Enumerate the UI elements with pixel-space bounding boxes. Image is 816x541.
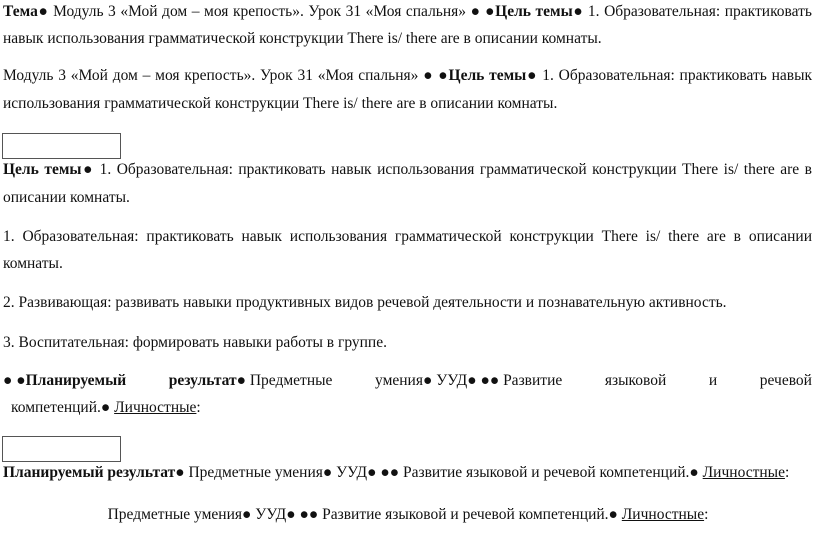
goal-label: Цель темы	[3, 161, 82, 178]
bullet-icon: ●	[438, 67, 449, 84]
planned-centered-line: Предметные умения● УУД● ●● Развитие языковой и речевой компетенций.● Личностные:	[107, 506, 709, 523]
double-bullet-icon: ●●	[380, 464, 400, 481]
topic-line-2: навык использования грамматической конструкции There is/ there are в описании комнаты.	[3, 30, 602, 47]
bullet-icon: ●	[236, 372, 246, 389]
bullet-icon: ●	[467, 372, 477, 389]
planned-label: Планируемый результат	[3, 464, 176, 481]
planned-line-2: компетенций.● Личностные:	[11, 399, 201, 416]
word-and: и	[708, 372, 718, 389]
double-bullet-icon: ●●	[480, 372, 500, 389]
bullet-icon: ●	[37, 3, 49, 20]
bullet-icon: ●	[322, 464, 333, 481]
empty-box	[2, 436, 121, 462]
bullet-icon: ●	[526, 67, 538, 84]
bullet-icon: ●	[175, 464, 185, 481]
bullet-icon: ●	[572, 3, 584, 20]
bullet-icon: ●	[466, 3, 481, 20]
topic-line-1	[3, 2, 812, 22]
double-bullet-icon: ●●	[299, 506, 319, 523]
goal-label: Цель темы	[495, 3, 573, 20]
bullet-icon: ●	[100, 399, 111, 416]
word-lang: языковой	[604, 372, 667, 389]
module-text: Модуль 3 «Мой дом – моя крепость». Урок 31 «Моя спальня»	[3, 67, 419, 84]
module-line-2: использования грамматической конструкции There is/ there are в описании комнаты.	[3, 95, 558, 112]
topic-label: Тема	[3, 3, 38, 20]
personal-link: Личностные	[702, 464, 785, 481]
bullet-icon: ●	[608, 506, 618, 523]
bullet-icon: ●	[3, 372, 13, 389]
bullet-icon: ●	[286, 506, 296, 523]
planned-line-1	[3, 371, 812, 391]
personal-link: Личностные	[621, 506, 705, 523]
bullet-icon: ●	[485, 3, 496, 20]
goal-1-line-1: 1. Образовательная: практиковать навык использования грамматической конструкции There is/ there are в описании	[3, 228, 812, 245]
bullet-icon: ●	[242, 506, 252, 523]
skills-uud: умения● УУД● ●● Развитие	[375, 372, 563, 389]
goal-1-line-2: комнаты.	[3, 255, 63, 272]
goal-label: Цель темы	[448, 67, 527, 84]
goal-line-2: описании комнаты.	[3, 189, 130, 206]
goal-2: 2. Развивающая: развивать навыки продуктивных видов речевой деятельности и познавательную активность.	[3, 294, 727, 311]
planned-head	[3, 371, 126, 391]
bullet-icon: ●	[418, 67, 434, 84]
planned-label-1: Планируемый	[25, 372, 127, 389]
goal-text: 1. Образовательная: практиковать навык	[537, 67, 813, 84]
bullet-icon: ●	[422, 372, 433, 389]
word-speech: речевой	[759, 372, 812, 389]
personal-link: Личностные	[114, 399, 197, 416]
bullet-icon: ●	[367, 464, 377, 481]
goal-text: 1. Образовательная: практиковать	[583, 3, 812, 20]
goal-3: 3. Воспитательная: формировать навыки работы в группе.	[3, 334, 387, 351]
goal-text: 1. Образовательная: практиковать навык использования грамматической конструкции There is/ there are в	[94, 161, 812, 178]
module-line-1	[3, 66, 812, 86]
empty-box	[2, 133, 121, 159]
subject-word: Предметные	[249, 372, 333, 389]
bullet-icon: ●	[16, 372, 26, 389]
planned-label-2: результат● Предметные	[168, 372, 333, 389]
topic-text: Модуль 3 «Мой дом – моя крепость». Урок 31 «Моя спальня»	[48, 3, 467, 20]
planned-full-line: Планируемый результат● Предметные умения● УУД● ●● Развитие языковой и речевой компетенций.● Личностные:	[3, 464, 790, 481]
goal-line-1	[3, 160, 812, 180]
bullet-icon: ●	[689, 464, 699, 481]
bullet-icon: ●	[81, 161, 95, 178]
